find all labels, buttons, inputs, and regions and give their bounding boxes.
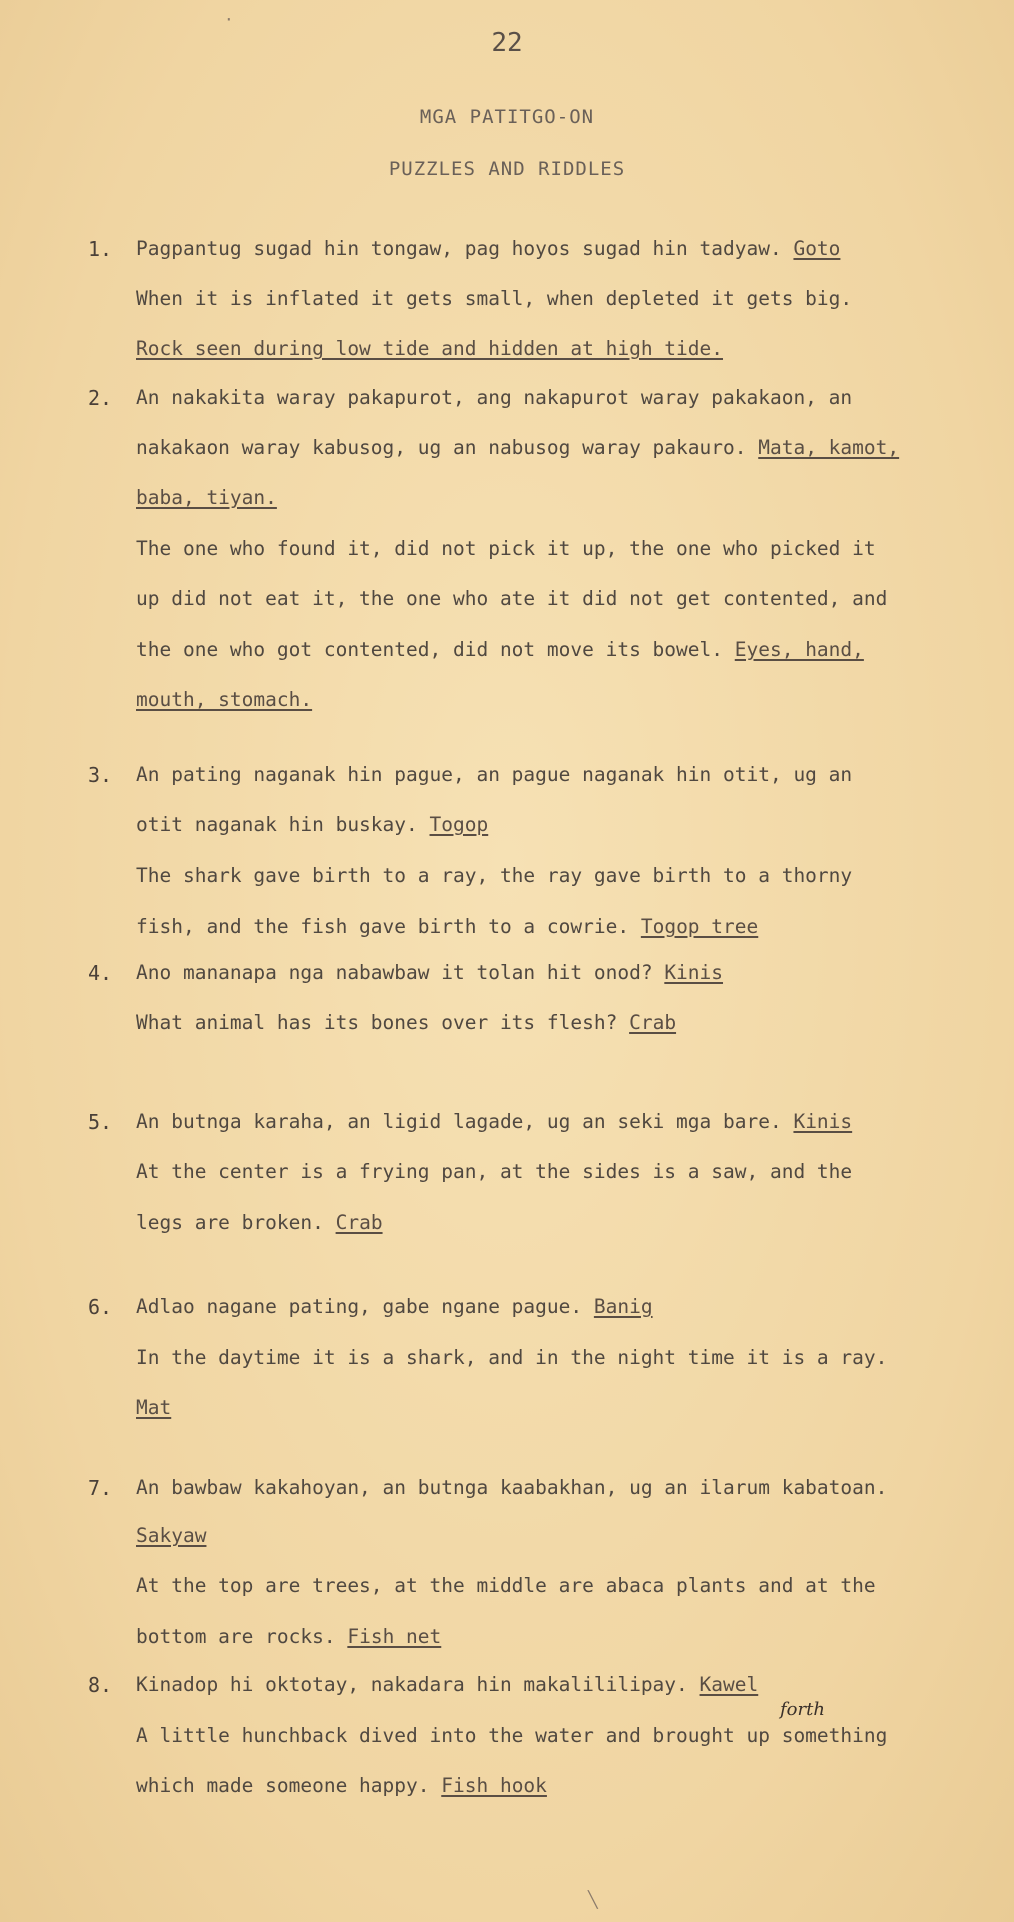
riddle-answer: Rock seen during low tide and hidden at high tide. [136,337,723,360]
riddle-number: 5. [88,1110,113,1134]
riddle-line [136,638,864,662]
riddle-line [136,961,723,985]
handwritten-correction: forth [780,1699,825,1720]
title-native: MGA PATITGO-ON [419,106,595,128]
riddle-answer: Crab [629,1011,677,1034]
riddle-translation: The shark gave birth to a ray, the ray gave birth to a thorny [136,864,853,887]
riddle-number: 2. [88,386,113,410]
riddle-line [136,915,758,939]
riddle-text: otit naganak hin buskay. [136,813,418,836]
riddle-translation: At the center is a frying pan, at the sides is a saw, and the [136,1160,853,1183]
riddle-line [136,1011,676,1035]
riddle-translation: the one who got contented, did not move its bowel. [136,638,723,661]
riddle-text: Ano mananapa nga nabawbaw it tolan hit onod? [136,961,653,984]
riddle-answer: Crab [335,1211,383,1234]
paper-mark: ╲ [588,1890,598,1909]
riddle-text: Kinadop hi oktotay, nakadara hin makalililipay. [136,1673,688,1696]
riddle-line [136,436,899,460]
riddle-line [136,237,840,261]
riddle-text: An butnga karaha, an ligid lagade, ug an seki mga bare. [136,1110,782,1133]
riddle-answer: Fish hook [441,1774,547,1797]
riddle-number: 3. [88,763,113,787]
riddle-translation: legs are broken. [136,1211,324,1234]
riddle-translation: fish, and the fish gave birth to a cowrie. [136,915,630,938]
riddle-answer: Mat [136,1396,172,1419]
riddle-answer: Goto [793,237,841,260]
riddle-translation: A little hunchback dived into the water and brought up something [136,1724,888,1747]
riddle-translation: When it is inflated it gets small, when depleted it gets big. [136,287,853,310]
title-english: PUZZLES AND RIDDLES [388,158,626,180]
riddle-answer: Sakyaw [136,1524,207,1547]
riddle-answer: Togop tree [640,915,759,938]
riddle-translation: In the daytime it is a shark, and in the night time it is a ray. [136,1346,888,1369]
riddle-line [136,1110,852,1134]
riddle-line [136,1673,758,1697]
riddle-line [136,1211,383,1235]
riddle-line [136,1774,547,1798]
riddle-text: Adlao nagane pating, gabe ngane pague. [136,1295,583,1318]
riddle-translation: What animal has its bones over its flesh? [136,1011,618,1034]
riddle-line [136,1625,441,1649]
riddle-number: 8. [88,1673,113,1697]
riddle-text: An nakakita waray pakapurot, ang nakapurot waray pakakaon, an [136,386,853,409]
riddle-translation: up did not eat it, the one who ate it did not get contented, and [136,587,888,610]
riddle-text: An pating naganak hin pague, an pague naganak hin otit, ug an [136,763,853,786]
riddle-answer: mouth, stomach. [136,688,313,711]
riddle-number: 1. [88,237,113,261]
riddle-answer: Eyes, hand, [734,638,864,661]
riddle-text: An bawbaw kakahoyan, an butnga kaabakhan, ug an ilarum kabatoan. [136,1476,888,1499]
riddle-answer: baba, tiyan. [136,486,277,509]
riddle-translation: The one who found it, did not pick it up, the one who picked it [136,537,876,560]
page-number: 22 [491,28,523,58]
riddle-answer: Banig [593,1295,653,1318]
riddle-answer: Mata, kamot, [758,436,900,459]
riddle-text: Pagpantug sugad hin tongaw, pag hoyos sugad hin tadyaw. [136,237,782,260]
riddle-answer: Fish net [347,1625,442,1648]
riddle-answer: Togop [429,813,489,836]
riddle-answer: Kinis [793,1110,853,1133]
riddle-line [136,1295,653,1319]
riddle-number: 7. [88,1476,113,1500]
riddle-text: nakakaon waray kabusog, ug an nabusog waray pakauro. [136,436,747,459]
riddle-translation: which made someone happy. [136,1774,430,1797]
riddle-number: 6. [88,1295,113,1319]
riddle-translation: bottom are rocks. [136,1625,336,1648]
riddle-line [136,813,488,837]
riddle-number: 4. [88,961,113,985]
paper-mark: · [224,10,234,29]
riddle-translation: At the top are trees, at the middle are abaca plants and at the [136,1574,876,1597]
riddle-answer: Kinis [664,961,724,984]
riddle-answer: Kawel [699,1673,759,1696]
